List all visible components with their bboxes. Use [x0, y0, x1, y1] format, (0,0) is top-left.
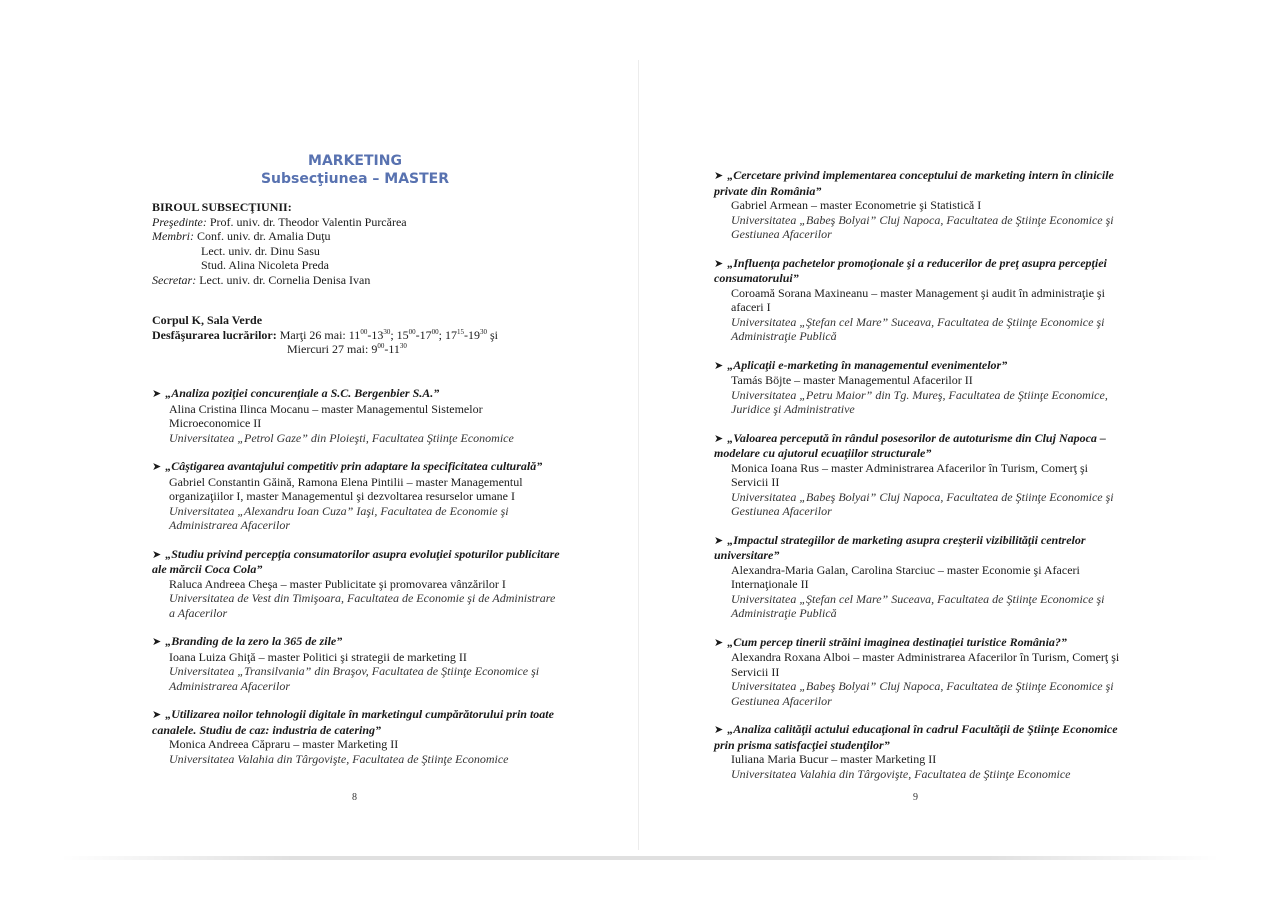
- entry-title: [152, 547, 562, 577]
- secretary-role: Secretar:: [152, 272, 197, 287]
- entry-institution: Universitatea „Ştefan cel Mare” Suceava, Facultatea de Ştiinţe Economice şi Administraţie Publică: [731, 314, 1105, 343]
- entry-authors: Monica Ioana Rus – master Administrarea Afacerilor în Turism, Comerţ şi Servicii II: [731, 460, 1088, 489]
- program-entry: [152, 707, 562, 766]
- left-entries-list: [152, 386, 562, 780]
- members-role: Membri:: [152, 229, 194, 243]
- entry-institution: Universitatea „Transilvania” din Braşov, Facultatea de Ştiinţe Economice şi Administrarea Afacerilor: [169, 664, 540, 693]
- schedule-line-2: [152, 342, 498, 357]
- program-entry: [714, 168, 1124, 242]
- secretary-name: Lect. univ. dr. Cornelia Denisa Ivan: [199, 272, 371, 287]
- program-entry: [152, 634, 562, 693]
- entry-title: [714, 722, 1124, 752]
- time-slot: $17^{15}-19^{30}$: [445, 327, 487, 342]
- subsection-title: Subsecţiunea – MASTER: [260, 171, 450, 187]
- entry-title: [152, 386, 562, 402]
- president-name: Prof. univ. dr. Theodor Valentin Purcărea: [209, 214, 407, 229]
- day2-label: Miercuri 27 mai:: [287, 342, 369, 356]
- program-entry: [152, 386, 562, 445]
- page-number: 8: [352, 792, 357, 803]
- arrow-bullet-icon: ➤: [714, 534, 724, 547]
- program-entry: [714, 256, 1124, 344]
- member-name: Lect. univ. dr. Dinu Sasu: [201, 243, 320, 258]
- entry-authors: Gabriel Constantin Găină, Ramona Elena Pintilii – master Managementul organizaţiilor I, master Managementul şi dezvoltarea resurselor umane I: [169, 474, 523, 503]
- entry-title: [714, 431, 1124, 461]
- entry-authors: Raluca Andreea Cheşa – master Publicitate şi promovarea vânzărilor I: [169, 576, 506, 591]
- program-entry: [714, 635, 1124, 709]
- entry-title-text: „Influenţa pachetelor promoţionale şi a reducerilor de preţ asupra percepţiei consumatorului”: [714, 255, 1107, 285]
- time-slot: $11^{00}-13^{30}$;: [348, 327, 397, 342]
- venue-location: Corpul K, Sala Verde: [152, 313, 263, 327]
- entry-title: [714, 256, 1124, 286]
- entry-title-text: „Analiza poziţiei concurenţiale a S.C. Bergenbier S.A.”: [165, 386, 440, 400]
- entry-title-text: „Impactul strategiilor de marketing asupra creşterii vizibilităţii centrelor universitare”: [714, 532, 1086, 562]
- entry-title: [152, 459, 562, 475]
- entry-institution: Universitatea Valahia din Târgovişte, Facultatea de Ştiinţe Economice: [731, 766, 1071, 781]
- entry-institution: Universitatea „Babeş Bolyai” Cluj Napoca, Facultatea de Ştiinţe Economice şi Gestiunea Afacerilor: [731, 212, 1114, 241]
- entry-institution: Universitatea „Babeş Bolyai” Cluj Napoca, Facultatea de Ştiinţe Economice şi Gestiunea Afacerilor: [731, 489, 1114, 518]
- program-entry: [714, 431, 1124, 519]
- bureau-block: [152, 200, 407, 287]
- entry-title-text: „Analiza calităţii actului educaţional în cadrul Facultăţii de Ştiinţe Economice prin prisma satisfacţiei studenţilor”: [714, 722, 1118, 752]
- entry-title-text: „Aplicaţii e-marketing în managementul evenimentelor”: [727, 357, 1008, 372]
- entry-authors: Alexandra Roxana Alboi – master Administrarea Afacerilor în Turism, Comerţ şi Servicii II: [731, 650, 1120, 679]
- entry-institution: Universitatea „Petru Maior” din Tg. Mureş, Facultatea de Ştiinţe Economice, Juridice şi Administrative: [731, 387, 1108, 416]
- entry-title: [714, 635, 1124, 651]
- entry-authors: Iuliana Maria Bucur – master Marketing II: [731, 752, 937, 766]
- time-slot: $9^{00}-11^{30}$: [371, 342, 407, 356]
- entry-title-text: „Studiu privind percepţia consumatorilor asupra evoluţiei spoturilor publicitare ale mărcii Coca Cola”: [152, 546, 560, 576]
- arrow-bullet-icon: ➤: [152, 709, 162, 721]
- venue-block: [152, 313, 498, 357]
- members-line: [152, 229, 407, 244]
- entry-authors: Tamás Böjte – master Managementul Afacerilor II: [731, 373, 973, 387]
- arrow-bullet-icon: ➤: [152, 461, 162, 473]
- program-entry: [714, 533, 1124, 621]
- schedule-conjunction: şi: [490, 327, 499, 342]
- day1-label: Marţi 26 mai:: [279, 327, 346, 342]
- arrow-bullet-icon: ➤: [714, 170, 724, 182]
- secretary-line: [152, 273, 407, 288]
- entry-institution: Universitatea „Alexandru Ioan Cuza” Iaşi, Facultatea de Economie şi Administrarea Afacerilor: [169, 503, 509, 532]
- entry-institution: Universitatea de Vest din Timişoara, Facultatea de Economie şi de Administrare a Afacerilor: [169, 591, 556, 620]
- entry-authors: Alexandra-Maria Galan, Carolina Starciuc – master Economie şi Afaceri Internaţionale II: [731, 562, 1080, 591]
- entry-title-text: „Utilizarea noilor tehnologii digitale în marketingul cumpărătorului prin toate canalele. Studiu de caz: industria de catering”: [152, 707, 554, 737]
- member-name: Conf. univ. dr. Amalia Duţu: [197, 229, 331, 243]
- time-slot: $15^{00}-17^{00}$;: [396, 327, 445, 342]
- entry-title: [714, 533, 1124, 563]
- arrow-bullet-icon: ➤: [152, 548, 162, 561]
- day2-slots: [371, 342, 407, 356]
- arrow-bullet-icon: ➤: [152, 388, 162, 400]
- page-bottom-shadow: [60, 856, 1220, 860]
- program-entry: [152, 459, 562, 533]
- entry-authors: Monica Andreea Căpraru – master Marketing II: [169, 737, 399, 751]
- president-line: [152, 215, 407, 230]
- program-entry: [714, 358, 1124, 417]
- section-title: MARKETING: [308, 153, 402, 169]
- entry-authors: Gabriel Armean – master Econometrie şi Statistică I: [731, 198, 982, 212]
- schedule-label: Desfăşurarea lucrărilor:: [152, 327, 277, 342]
- arrow-bullet-icon: ➤: [152, 636, 162, 648]
- entry-title-text: „Branding de la zero la 365 de zile”: [165, 634, 343, 648]
- arrow-bullet-icon: ➤: [714, 636, 724, 649]
- entry-title-text: „Cercetare privind implementarea conceptului de marketing intern în clinicile private din România”: [714, 168, 1114, 198]
- program-entry: [152, 547, 562, 621]
- arrow-bullet-icon: ➤: [714, 257, 724, 270]
- arrow-bullet-icon: ➤: [714, 359, 724, 372]
- president-role: Preşedinte:: [152, 214, 207, 229]
- entry-institution: Universitatea „Babeş Bolyai” Cluj Napoca, Facultatea de Ştiinţe Economice şi Gestiunea Afacerilor: [731, 679, 1114, 708]
- entry-title-text: „Cum percep tinerii străini imaginea destinaţiei turistice România?”: [727, 634, 1067, 649]
- entry-institution: Universitatea „Ştefan cel Mare” Suceava, Facultatea de Ştiinţe Economice şi Administraţie Publică: [731, 591, 1105, 620]
- book-spine: [638, 60, 639, 850]
- entry-institution: Universitatea Valahia din Târgovişte, Facultatea de Ştiinţe Economice: [169, 751, 509, 766]
- entry-authors: Ioana Luiza Ghiţă – master Politici şi strategii de marketing II: [169, 649, 467, 664]
- program-entry: [714, 722, 1124, 781]
- day1-slots: [349, 328, 487, 342]
- schedule-line-1: [152, 328, 498, 343]
- entry-authors: Coroamă Sorana Maxineanu – master Management şi audit în administraţie şi afaceri I: [731, 285, 1105, 314]
- right-entries-list: [714, 168, 1124, 795]
- entry-title: [714, 168, 1124, 198]
- arrow-bullet-icon: ➤: [714, 432, 724, 445]
- member-name: Stud. Alina Nicoleta Preda: [201, 258, 329, 272]
- entry-title: [152, 707, 562, 737]
- entry-title: [152, 634, 562, 650]
- entry-institution: Universitatea „Petrol Gaze” din Ploieşti, Facultatea Ştiinţe Economice: [169, 430, 514, 445]
- entry-title: [714, 358, 1124, 374]
- entry-title-text: „Valoarea percepută în rândul posesorilor de autoturisme din Cluj Napoca – modelare cu ajutorul ecuaţiilor structurale”: [714, 430, 1106, 460]
- page-number: 9: [913, 792, 918, 803]
- bureau-heading: BIROUL SUBSECŢIUNII:: [152, 200, 292, 214]
- arrow-bullet-icon: ➤: [714, 724, 724, 736]
- entry-title-text: „Câştigarea avantajului competitiv prin adaptare la specificitatea culturală”: [165, 459, 543, 473]
- entry-authors: Alina Cristina Ilinca Mocanu – master Managementul Sistemelor Microeconomice II: [169, 401, 483, 430]
